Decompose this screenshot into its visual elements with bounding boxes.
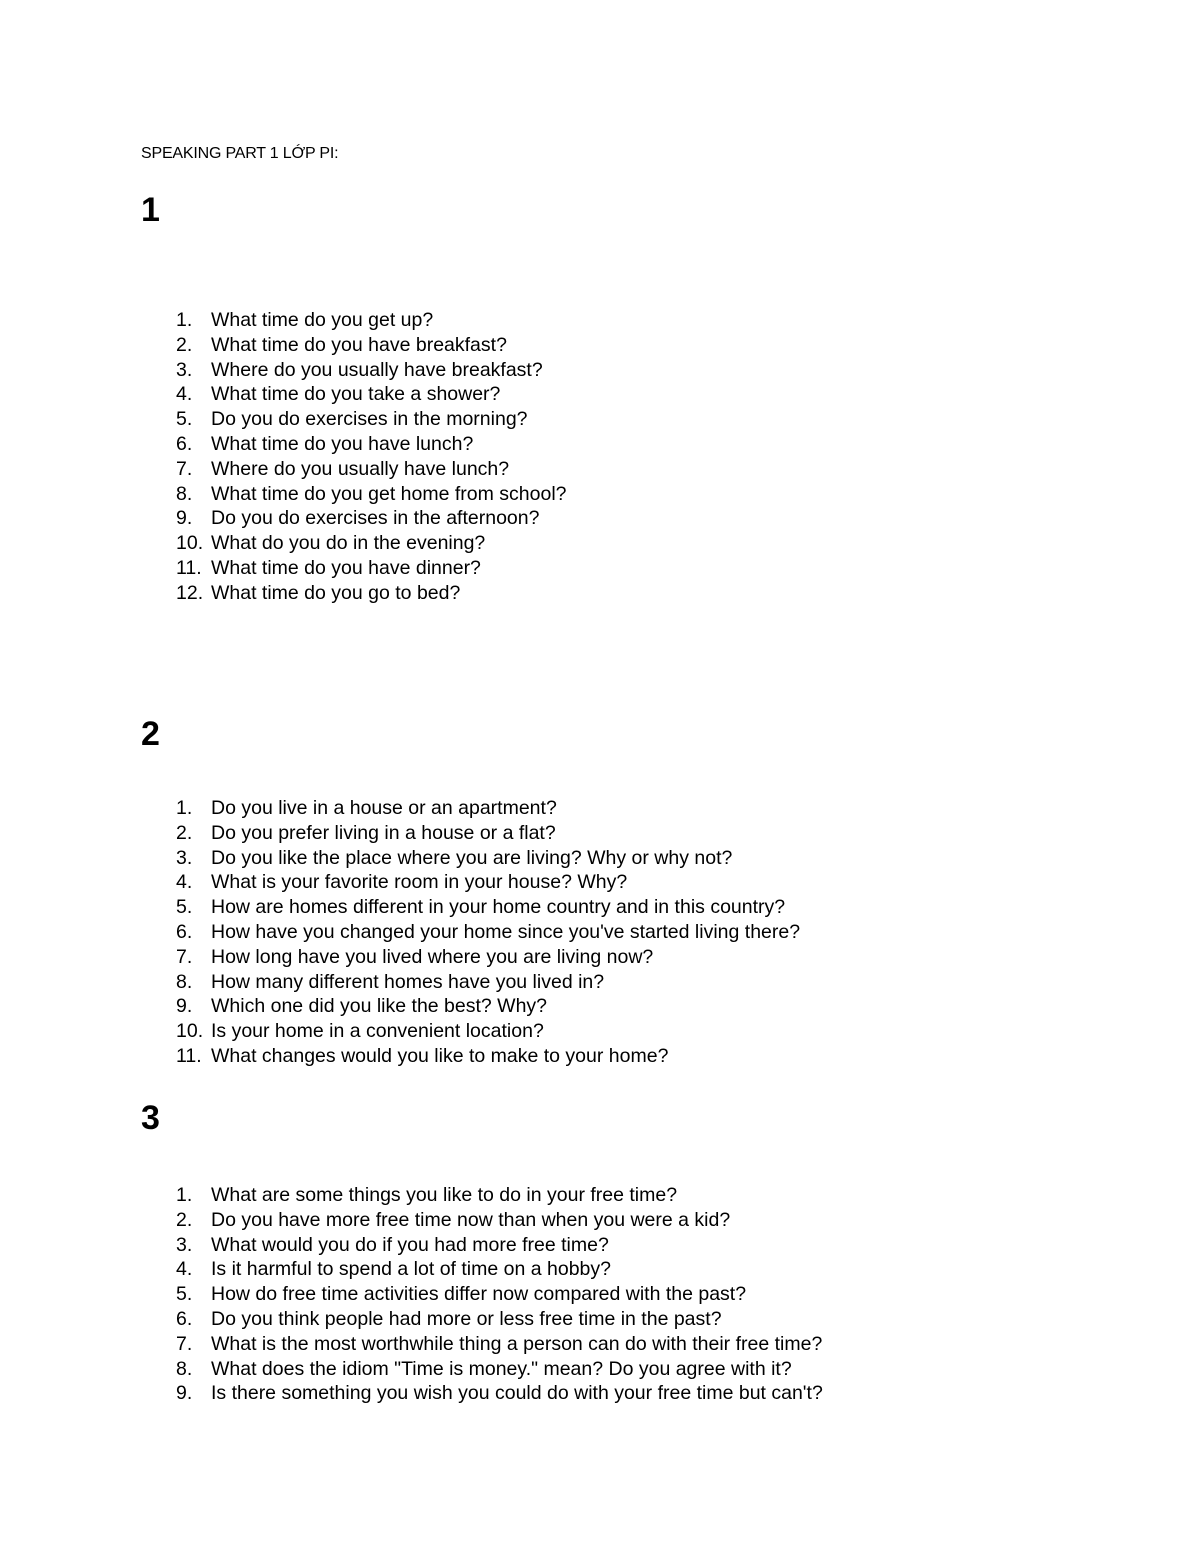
question-number: 2. <box>176 1208 193 1231</box>
question-text: What does the idiom "Time is money." mean? Do you agree with it? <box>211 1357 792 1380</box>
section-number-1: 1 <box>141 191 160 229</box>
question-number: 1. <box>176 309 193 331</box>
question-number: 4. <box>176 1258 193 1281</box>
question-number: 9. <box>176 995 193 1018</box>
question-text: What is the most worthwhile thing a person can do with their free time? <box>211 1332 823 1355</box>
question-number: 2. <box>176 821 193 844</box>
question-text: What time do you have dinner? <box>211 556 481 579</box>
question-text: Do you do exercises in the afternoon? <box>211 507 540 530</box>
question-number: 8. <box>176 482 193 505</box>
question-text: Is there something you wish you could do with your free time but can't? <box>211 1382 823 1405</box>
question-number: 6. <box>176 432 193 455</box>
question-number: 3. <box>176 358 193 381</box>
question-text: What time do you have lunch? <box>211 432 474 455</box>
question-number: 7. <box>176 945 193 968</box>
question-text: Is your home in a convenient location? <box>211 1020 544 1043</box>
question-number: 3. <box>176 1233 193 1256</box>
question-text: Do you like the place where you are living? Why or why not? <box>211 846 733 869</box>
question-number: 11. <box>176 1044 202 1067</box>
question-text: What would you do if you had more free time? <box>211 1233 609 1256</box>
question-text: Do you do exercises in the morning? <box>211 408 528 431</box>
question-text: What time do you go to bed? <box>211 581 461 604</box>
question-number: 5. <box>176 408 193 431</box>
question-text: How many different homes have you lived in? <box>211 970 605 993</box>
question-text: Where do you usually have lunch? <box>211 457 510 480</box>
question-text: Do you have more free time now than when you were a kid? <box>211 1208 731 1231</box>
question-text: Is it harmful to spend a lot of time on a hobby? <box>211 1258 611 1281</box>
question-number: 11. <box>176 556 202 579</box>
question-text: How are homes different in your home country and in this country? <box>211 896 786 919</box>
question-number: 1. <box>176 1184 193 1206</box>
question-text: What time do you have breakfast? <box>211 333 507 356</box>
question-number: 4. <box>176 383 193 406</box>
question-number: 9. <box>176 1382 193 1405</box>
question-number: 10. <box>176 1020 204 1043</box>
question-text: Where do you usually have breakfast? <box>211 358 543 381</box>
question-text: Which one did you like the best? Why? <box>211 995 548 1018</box>
question-text: What are some things you like to do in your free time? <box>211 1184 678 1206</box>
question-text: How do free time activities differ now compared with the past? <box>211 1283 747 1306</box>
question-number: 7. <box>176 457 193 480</box>
question-text: What changes would you like to make to your home? <box>211 1044 669 1067</box>
question-number: 2. <box>176 333 193 356</box>
question-number: 1. <box>176 797 193 819</box>
question-number: 6. <box>176 920 193 943</box>
question-text: Do you think people had more or less free time in the past? <box>211 1307 722 1330</box>
question-number: 3. <box>176 846 193 869</box>
question-number: 8. <box>176 1357 193 1380</box>
question-number: 5. <box>176 896 193 919</box>
question-number: 9. <box>176 507 193 530</box>
question-text: What time do you take a shower? <box>211 383 501 406</box>
section-number-2: 2 <box>141 715 160 753</box>
question-number: 8. <box>176 970 193 993</box>
question-text: What time do you get home from school? <box>211 482 567 505</box>
question-text: How have you changed your home since you've started living there? <box>211 920 801 943</box>
question-number: 7. <box>176 1332 193 1355</box>
question-number: 4. <box>176 871 193 894</box>
question-text: Do you prefer living in a house or a flat? <box>211 821 556 844</box>
question-text: Do you live in a house or an apartment? <box>211 797 557 819</box>
question-text: How long have you lived where you are living now? <box>211 945 654 968</box>
document-title: SPEAKING PART 1 LỚP PI: <box>141 145 339 162</box>
section-number-3: 3 <box>141 1099 160 1137</box>
question-number: 6. <box>176 1307 193 1330</box>
question-number: 5. <box>176 1283 193 1306</box>
question-number: 10. <box>176 532 204 555</box>
question-text: What is your favorite room in your house? Why? <box>211 871 628 894</box>
question-text: What time do you get up? <box>211 309 434 331</box>
question-text: What do you do in the evening? <box>211 532 486 555</box>
question-number: 12. <box>176 581 204 604</box>
